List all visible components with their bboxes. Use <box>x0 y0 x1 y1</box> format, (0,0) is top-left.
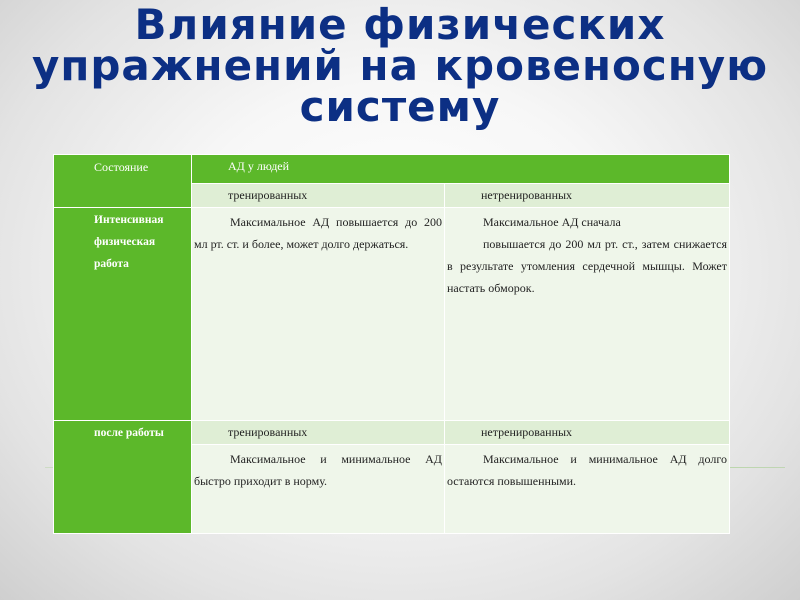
header-state: Состояние <box>94 160 149 174</box>
table-row-after-header <box>54 421 730 445</box>
row-after-untrained-header: нетренированных <box>445 421 730 445</box>
title-line-1: Влияние физических <box>134 0 666 49</box>
row-work-trained-text: Максимальное АД повышается до 200 мл рт. ст. и более, может долго держаться. <box>194 215 442 251</box>
table-row-work <box>54 208 730 421</box>
header-state-cell <box>54 155 192 208</box>
row-work-label-line-2: физическая <box>94 236 156 248</box>
row-work-untrained-text: повышается до 200 мл рт. ст., затем снижается в результате утомления сердечной мышцы. Может настать обморок. <box>447 237 727 295</box>
row-after-trained-text: Максимальное и минимальное АД быстро приходит в норму. <box>194 452 442 488</box>
header-untrained: нетренированных <box>445 184 730 208</box>
blood-pressure-table <box>53 154 730 534</box>
row-work-untrained-cell <box>445 208 730 421</box>
row-work-label-line-3: работа <box>94 258 129 270</box>
row-after-label: после работы <box>94 427 164 439</box>
table-header-row <box>54 155 730 184</box>
row-after-trained-cell <box>192 445 445 534</box>
row-work-label <box>54 208 192 421</box>
row-after-untrained-text: Максимальное и минимальное АД долго остаются повышенными. <box>447 452 727 488</box>
row-after-untrained-cell <box>445 445 730 534</box>
title-line-3: систему <box>299 82 501 131</box>
row-after-trained-header: тренированных <box>192 421 445 445</box>
header-bp-people: АД у людей <box>192 155 730 184</box>
row-work-trained-cell <box>192 208 445 421</box>
header-trained: тренированных <box>192 184 445 208</box>
title-line-2: упражнений на кровеносную <box>31 41 769 90</box>
row-after-label-cell <box>54 421 192 534</box>
row-work-label-line-1: Интенсивная <box>94 214 164 226</box>
row-work-untrained-line-1: Максимальное АД сначала <box>483 215 621 229</box>
slide-title <box>0 0 800 131</box>
